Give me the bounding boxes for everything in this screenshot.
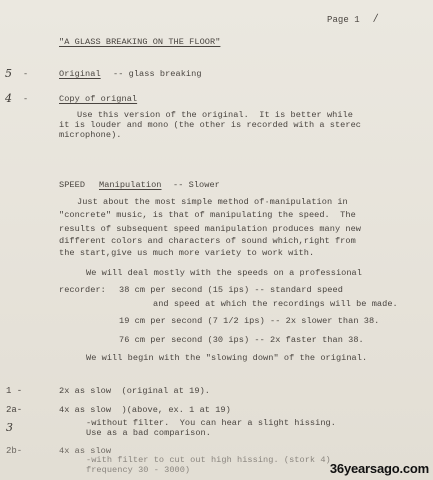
section-heading-manipulation: Manipulation	[99, 180, 162, 190]
paragraph-line: "concrete" music, is that of manipulating the speed. The	[59, 210, 356, 220]
paragraph-line: different colors and characters of sound which,right from	[59, 236, 356, 246]
list-item-text: 4x as slow	[59, 446, 112, 456]
speed-line: 19 cm per second (7 1/2 ips) -- 2x slower than 38.	[119, 316, 380, 326]
section-heading-slower: -- Slower	[173, 180, 220, 190]
watermark: 36yearsago.com	[329, 461, 429, 476]
list-label: 2a-	[6, 405, 23, 415]
copy-heading: Copy of orignal	[59, 94, 138, 104]
item-dash: -	[23, 69, 29, 79]
speed-line: 76 cm per second (30 ips) -- 2x faster than 38.	[119, 335, 364, 345]
copy-line: microphone).	[59, 130, 122, 140]
original-heading: Original	[59, 69, 101, 79]
paragraph-line: the start,give us much more variety to work with.	[59, 248, 315, 258]
page-number: Page 1	[327, 15, 360, 25]
list-label: 1 -	[6, 386, 23, 396]
speed-line: 38 cm per second (15 ips) -- standard speed	[119, 285, 343, 295]
handwritten-mark: ∕	[374, 13, 378, 24]
original-description: -- glass breaking	[113, 69, 202, 79]
begin-line: We will begin with the "slowing down" of the original.	[86, 353, 368, 363]
speed-line: and speed at which the recordings will be made.	[153, 299, 398, 309]
document-title: "A GLASS BREAKING ON THE FLOOR"	[59, 37, 221, 47]
list-item-text: 4x as slow )(above, ex. 1 at 19)	[59, 405, 231, 415]
copy-line: it is louder and mono (the other is recorded with a sterec	[59, 120, 362, 130]
list-item-text: Use as a bad comparison.	[86, 428, 211, 438]
list-item-text: -with filter to cut out high hissing. (stork 4)	[86, 455, 331, 465]
handwritten-item-number: 5	[5, 67, 12, 80]
list-item-text: 2x as slow (original at 19).	[59, 386, 211, 396]
list-label: 2b-	[6, 446, 23, 456]
paragraph-line: results of subsequent speed manipulation produces many new	[59, 224, 362, 234]
recorder-label: recorder:	[59, 285, 106, 295]
deal-line: We will deal mostly with the speeds on a professional	[86, 268, 362, 278]
paragraph-line: Just about the most simple method of·manipulation in	[77, 197, 348, 207]
copy-line: Use this version of the original. It is better while	[77, 110, 353, 120]
section-heading-speed: SPEED	[59, 180, 86, 190]
list-item-text: frequency 30 - 3000)	[86, 465, 191, 475]
item-dash: -	[23, 94, 29, 104]
list-item-text: -without filter. You can hear a slight hissing.	[86, 418, 336, 428]
handwritten-list-label: 3	[6, 421, 13, 434]
handwritten-item-number: 4	[5, 92, 12, 105]
